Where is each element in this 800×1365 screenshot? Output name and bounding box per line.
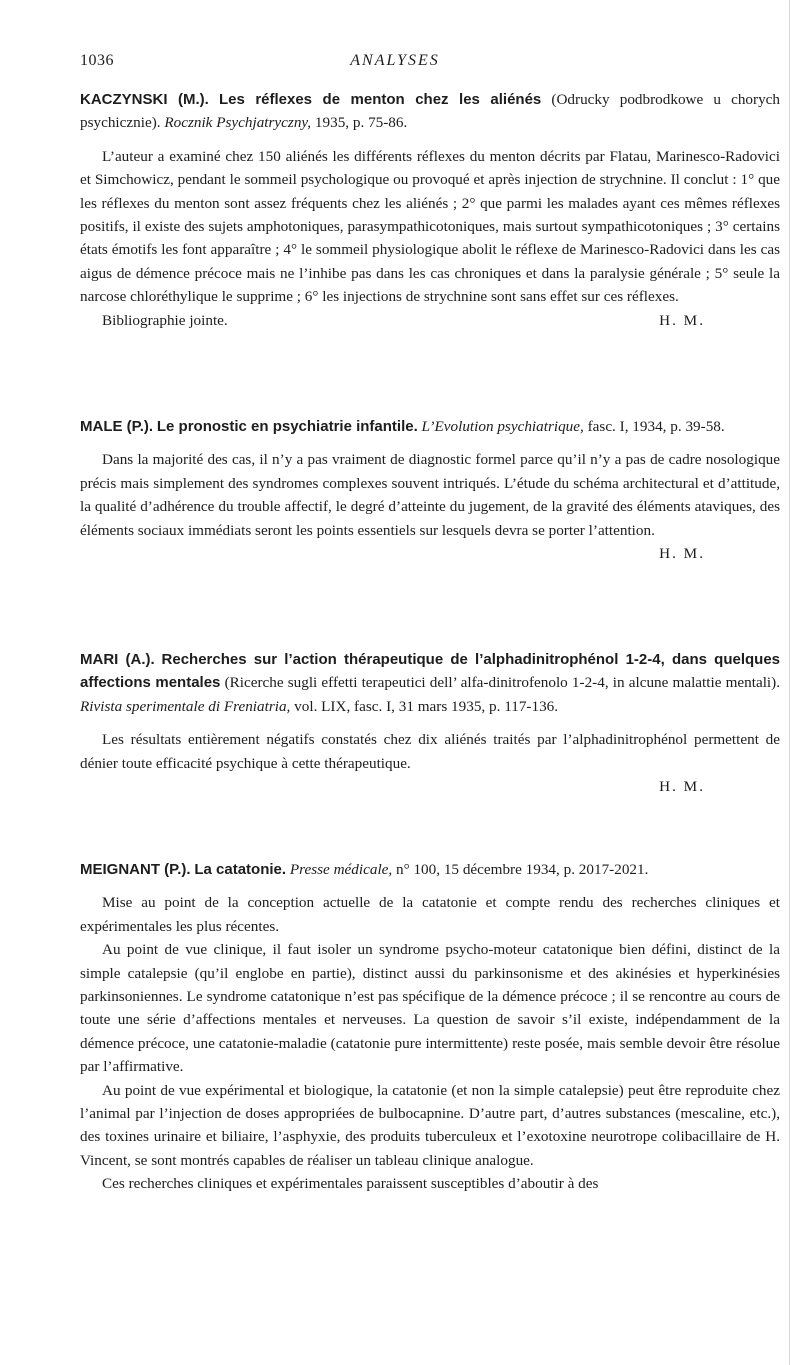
entry-paragraph: Les résultats entièrement négatifs constatés chez dix aliénés traités par l’alphadinitrophénol permettent de dénier toute efficacité psychique à cette thérapeutique. — [80, 731, 780, 772]
review-entry-male — [80, 415, 780, 565]
reviewer-initials: H. M. — [659, 311, 705, 329]
entry-paragraph: Au point de vue clinique, il faut isoler un syndrome psycho-moteur catatonique bien défini, distinct de la simple catalepsie (qu’il englobe en partie), distinct aussi du parkinsonisme et des akinésies et hyperkinésies parkinsoniennes. Le syndrome catatonique n’est pas spécifique de la démence précoce ; il se rencontre au cours de toute une série d’affections mentales et nerveuses. La question de savoir s’il existe, indépendamment de la démence précoce, une catatonie-maladie (catatonie pure intermittente) reste posée, mais semble devoir être résolue par l’affirmative. — [80, 941, 780, 1076]
entry-title: Le pronostic en psychiatrie infantile. — [156, 418, 418, 435]
reviewer-initials: H. M. — [659, 545, 705, 563]
entry-title: La catatonie. — [194, 861, 287, 878]
entry-author: MEIGNANT (P.). — [80, 861, 191, 878]
entry-source: Rocznik Psychjatryczny, — [164, 114, 312, 132]
review-entry-mari — [80, 648, 780, 798]
review-entry-meignant — [80, 858, 780, 1196]
reviewer-initials: H. M. — [659, 778, 705, 796]
entry-title: Recherches sur l’action thérapeutique de l’alphadinitrophénol 1-2-4, dans quelques affections mentales — [80, 651, 781, 692]
page-header — [80, 52, 710, 74]
entry-title: Les réflexes de menton chez les aliénés — [218, 91, 542, 108]
entry-author: KACZYNSKI (M.). — [80, 91, 209, 108]
entry-source: L’Evolution psychiatrique, — [421, 418, 584, 435]
entry-heading — [80, 415, 780, 438]
entry-footer — [80, 775, 780, 798]
entry-footer — [80, 542, 780, 565]
entry-paragraph: Ces recherches cliniques et expérimentales paraissent susceptibles d’aboutir à des — [102, 1175, 599, 1193]
entry-source-details: fasc. I, 1934, p. 39-58. — [587, 418, 725, 435]
entry-heading — [80, 648, 780, 718]
entry-author: MARI (A.). — [80, 651, 155, 668]
entry-paragraph: Mise au point de la conception actuelle de la catatonie et compte rendu des recherches cliniques et expérimentales les plus récentes. — [80, 894, 780, 935]
entry-footer — [80, 309, 780, 332]
page-edge — [789, 0, 790, 1365]
entry-author: MALE (P.). — [80, 418, 154, 435]
page-number: 1036 — [80, 52, 114, 69]
running-title: ANALYSES — [350, 52, 440, 69]
entry-source-details: vol. LIX, fasc. I, 31 mars 1935, p. 117-136. — [294, 697, 559, 715]
entry-source: Rivista sperimentale di Freniatria, — [80, 697, 291, 715]
entry-paragraph: L’auteur a examiné chez 150 aliénés les différents réflexes du menton décrits par Flatau, Marinesco-Radovici et Simchowicz, pendant le sommeil psychologique ou provoqué et après injection de strychnine. Il conclut : 1° que les réflexes du menton sont assez fréquents chez les aliénés ; 2° que parmi les malades ayant ces mêmes réflexes positifs, il existe des sujets amphotoniques, parasympathicotoniques, mais surtout sympathicotoniques ; 3° certains états émotifs les font apparaître ; 4° le sommeil physiologique abolit le réflexe de Marinesco-Radovici dans les cas aigus de démence précoce mais ne l’inhibe pas dans les cas chroniques et dans la paralysie générale ; 5° seule la narcose chloréthylique le supprime ; 6° les injections de strychnine sont sans effet sur ces réflexes. — [80, 147, 780, 306]
entry-note: Bibliographie jointe. — [102, 311, 228, 329]
entry-source-details: n° 100, 15 décembre 1934, p. 2017-2021. — [396, 861, 649, 878]
entry-original-title: (Ricerche sugli effetti terapeutici dell’ alfa-dinitrofenolo 1-2-4, in alcune malattie mentali). — [224, 674, 780, 692]
entry-paragraph: Dans la majorité des cas, il n’y a pas vraiment de diagnostic formel parce qu’il n’y a pas de cadre nosologique précis mais simplement des syndromes complexes souvent intriqués. L’étude du schéma architectural et d’attitude, la qualité d’adhérence du trouble affectif, le degré d’atteinte du jugement, de la gravité des éléments ataviques, des éléments sociaux immédiats seront les points essentiels sur lesquels devra se porter l’attention. — [80, 451, 780, 539]
entry-heading — [80, 88, 780, 135]
entry-original-title: (Odrucky podbrodkowe u chorych psychicznie). — [80, 91, 781, 132]
review-entry-kaczynski — [80, 88, 780, 332]
entry-heading — [80, 858, 780, 881]
entry-paragraph: Au point de vue expérimental et biologique, la catatonie (et non la simple catalepsie) peut être reproduite chez l’animal par l’injection de doses appropriées de bulbocapnine. D’autre part, d’autres substances (mescaline, etc.), des toxines urinaire et biliaire, l’asphyxie, des produits tuberculeux et l’exotoxine neurotrope colibacillaire de H. Vincent, se sont montrés capables de réaliser un tableau clinique analogue. — [80, 1081, 780, 1169]
entry-source-details: 1935, p. 75-86. — [314, 114, 408, 132]
entry-source: Presse médicale, — [289, 861, 393, 878]
